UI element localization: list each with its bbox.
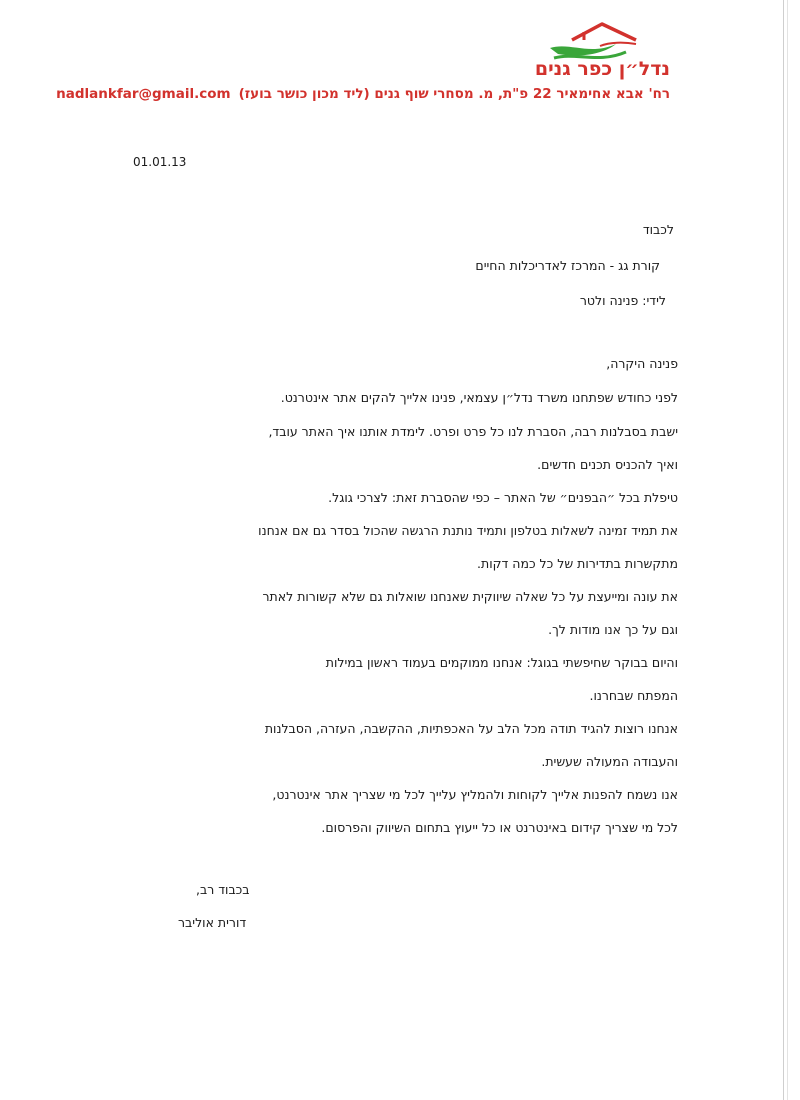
scan-page-edge-inner [787,0,788,1100]
letter-body-line: וגם על כך אנו מודות לך. [548,622,678,637]
letter-greeting: פנינה היקרה, [606,356,678,371]
recipient-salutation: לכבוד [642,222,674,237]
letter-body-line: לכל מי שצריך קידום באינטרנט או כל ייעוץ בתחום השיווק והפרסום. [321,820,678,835]
recipient-attention: לידי: פנינה ולטר [579,293,666,308]
email-address: nadlankfar@gmail.com [56,86,231,102]
recipient-organization: קורת גג - המרכז לאדריכלות החיים [475,258,660,273]
letter-body-line: המפתח שבחרנו. [589,688,678,703]
closing-regards: בכבוד רב, [196,882,250,897]
letter-body-line: והעבודה המעולה שעשית. [541,754,678,769]
scan-page-edge [783,0,784,1100]
letter-date: 01.01.13 [133,155,187,169]
letter-body-line: את עונה ומייעצת על כל שאלה שיווקית שאנחנו שואלות גם שלא קשורות לאתר [262,589,678,604]
letter-body-line: אנחנו רוצות להגיד תודה מכל הלב על האכפתיות, ההקשבה, העזרה, הסבלנות [264,721,678,736]
letter-body-line: אנו נשמח להפנות אלייך לקוחות ולהמליץ עלייך לכל מי שצריך אתר אינטרנט, [272,787,678,802]
letter-body-line: ואיך להכניס תכנים חדשים. [537,457,678,472]
letter-body-line: לפני כחודש שפתחנו משרד נדל״ן עצמאי, פנינו אלייך להקים אתר אינטרנט. [280,390,678,405]
letter-body-line: מתקשרות בתדירות של כל כמה דקות. [477,556,678,571]
brand-name: נדל״ן כפר גנים [534,58,670,80]
letter-body-line: טיפלת בכל ״הבפנים״ של האתר – כפי שהסברת זאת: לצרכי גוגל. [328,490,678,505]
letter-body-line: והיום בבוקר שחיפשתי בגוגל: אנחנו ממוקמים בעמוד ראשון במילות [325,655,678,670]
letterhead [56,14,670,114]
address-line [56,86,670,102]
letter-body-line: את תמיד זמינה לשאלות בטלפון ותמיד נותנת הרגשה שהכול בסדר גם אם אנחנו [258,523,678,538]
signer-name: דורית אוליבר [178,915,247,930]
letter-body-line: ישבת בסבלנות רבה, הסברת לנו כל פרט ופרט. לימדת אותנו איך האתר עובד, [268,424,678,439]
address-text: רח' אבא אחימאיר 22 פ"ת, מ. מסחרי שוף גנים (ליד מכון כושר בועז) [238,86,670,102]
